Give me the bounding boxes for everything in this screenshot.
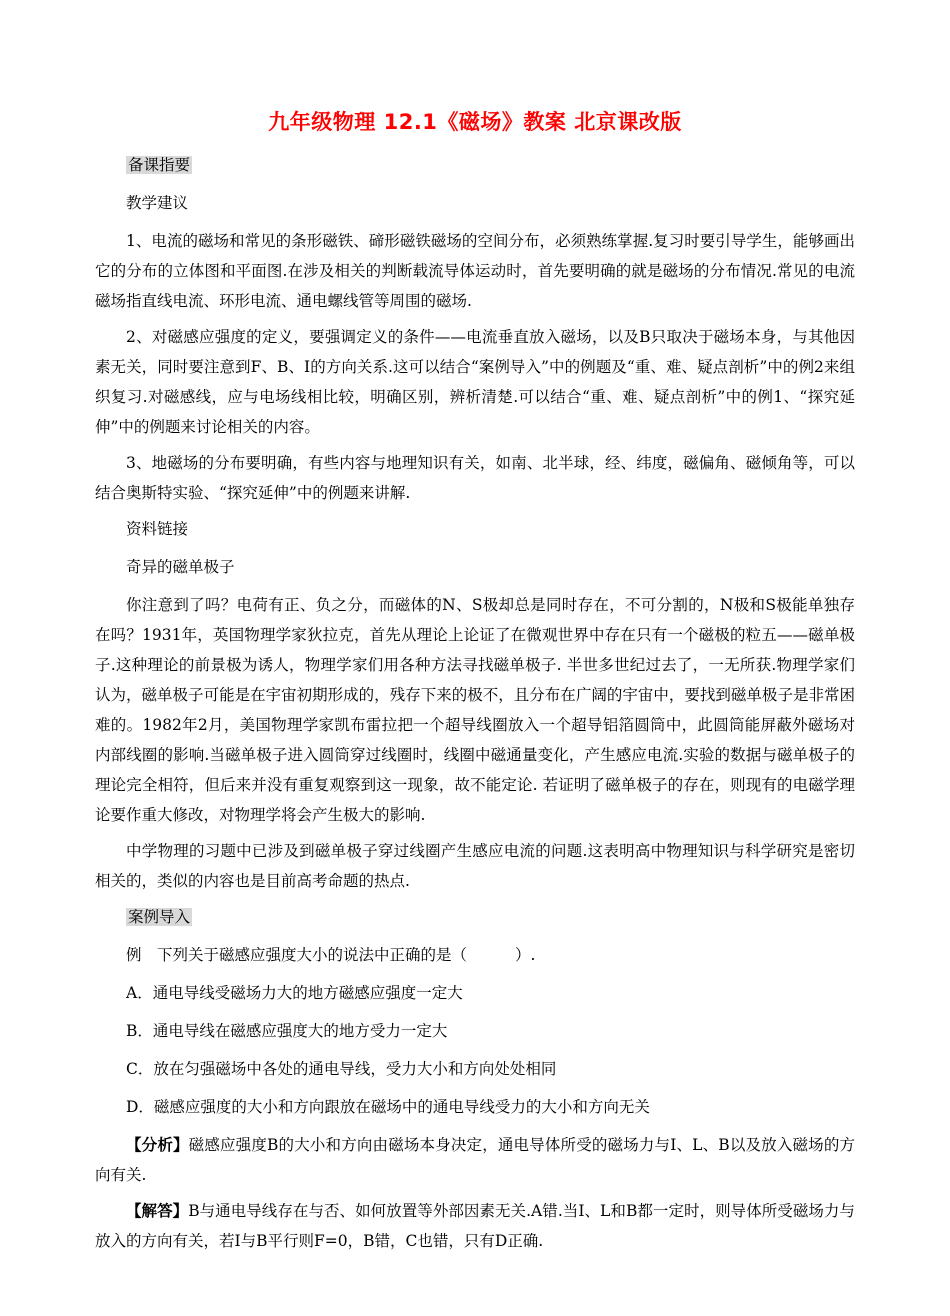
section-heading-qiyi: 奇异的磁单极子 — [126, 558, 235, 576]
answer-text: B与通电导线存在与否、如何放置等外部因素无关.A错.当I、L和B都一定时，则导体所受磁场力与放入的方向有关，若I与B平行则F=0，B错，C也错，只有D正确. — [95, 1202, 855, 1250]
paragraph-monopole: 你注意到了吗？电荷有正、负之分，而磁体的N、S极却总是同时存在，不可分割的，N极和S极能单独存在吗？1931年，英国物理学家狄拉克，首先从理论上论证了在微观世界中存在只有一个磁极的粒五——磁单极子.这种理论的前景极为诱人，物理学家们用各种方法寻找磁单极子. 半世多世纪过去了，一无所获.物理学家们认为，磁单极子可能是在宇宙初期形成的，残存下来的极不，且分布在广阔的宇宙中，要找到磁单极子是非常困难的。1982年2月，美国物理学家凯布雷拉把一个超导线圈放入一个超导铝箔圆筒中，此圆筒能屏蔽外磁场对内部线圈的影响.当磁单极子进入圆筒穿过线圈时，线圈中磁通量变化，产生感应电流.实验的数据与磁单极子的理论完全相符，但后来并没有重复观察到这一现象，故不能定论. 若证明了磁单极子的存在，则现有的电磁学理论要作重大修改，对物理学将会产生极大的影响. — [95, 596, 855, 824]
analysis-paragraph — [95, 1130, 855, 1190]
paragraph-suggestion-2: 2、对磁感应强度的定义，要强调定义的条件——电流垂直放入磁场，以及B只取决于磁场本身，与其他因素无关，同时要注意到F、B、I的方向关系.这可以结合“案例导入”中的例题及“重、难、疑点剖析”中的例2来组织复习.对磁感线，应与电场线相比较，明确区别，辨析清楚.可以结合“重、难、疑点剖析”中的例1、“探究延伸”中的例题来讨论相关的内容。 — [95, 328, 855, 436]
option-a: A．通电导线受磁场力大的地方磁感应强度一定大 — [126, 984, 463, 1002]
answer-label: 【解答】 — [126, 1201, 189, 1220]
section-heading-ziliao: 资料链接 — [126, 520, 189, 538]
option-b: B．通电导线在磁感应强度大的地方受力一定大 — [126, 1022, 448, 1040]
answer-paragraph — [95, 1196, 855, 1256]
option-d: D．磁感应强度的大小和方向跟放在磁场中的通电导线受力的大小和方向无关 — [126, 1098, 650, 1116]
section-heading-beike: 备课指要 — [128, 156, 191, 174]
example-question-end: ）. — [515, 946, 536, 964]
analysis-text: 磁感应强度B的大小和方向由磁场本身决定，通电导体所受的磁场力与I、L、B以及放入磁场的方向有关. — [95, 1136, 855, 1184]
section-heading-anli: 案例导入 — [128, 908, 191, 926]
paragraph-suggestion-1: 1、电流的磁场和常见的条形磁铁、碲形磁铁磁场的空间分布，必须熟练掌握.复习时要引导学生，能够画出它的分布的立体图和平面图.在涉及相关的判断载流导体运动时，首先要明确的就是磁场的分布情况.常见的电流磁场指直线电流、环形电流、通电螺线管等周围的磁场. — [95, 232, 855, 310]
example-question — [95, 940, 855, 970]
document-body — [95, 150, 855, 1262]
paragraph-suggestion-3: 3、地磁场的分布要明确，有些内容与地理知识有关，如南、北半球，经、纬度，磁偏角、磁倾角等，可以结合奥斯特实验、“探究延伸”中的例题来讲解. — [95, 454, 855, 502]
paragraph-exam-relevance: 中学物理的习题中已涉及到磁单极子穿过线圈产生感应电流的问题.这表明高中物理知识与科学研究是密切相关的，类似的内容也是目前高考命题的热点. — [95, 842, 855, 890]
analysis-label: 【分析】 — [126, 1135, 189, 1154]
option-c: C．放在匀强磁场中各处的通电导线，受力大小和方向处处相同 — [126, 1060, 557, 1078]
section-heading-jianyi: 教学建议 — [126, 194, 189, 212]
example-question-text: 例 下列关于磁感应强度大小的说法中正确的是（ — [126, 946, 468, 964]
page-title: 九年级物理 12.1《磁场》教案 北京课改版 — [268, 110, 682, 134]
